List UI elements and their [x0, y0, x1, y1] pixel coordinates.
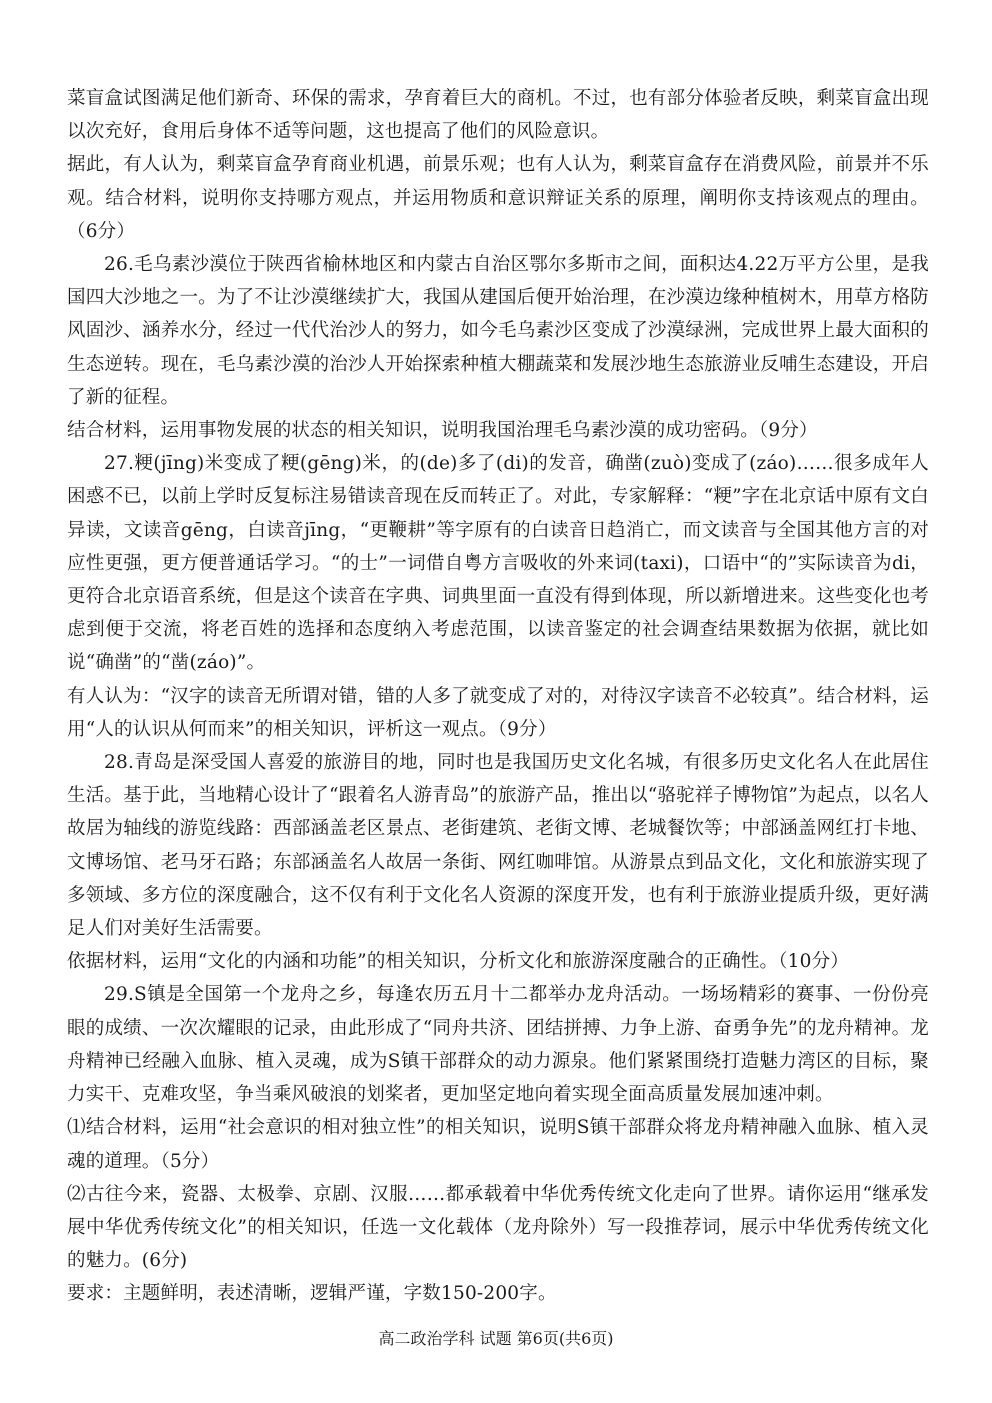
q25-material-tail: 菜盲盒试图满足他们新奇、环保的需求，孕育着巨大的商机。不过，也有部分体验者反映，剩菜盲盒出现以次充好，食用后身体不适等问题，这也提高了他们的风险意识。	[67, 88, 929, 143]
q25-question: 据此，有人认为，剩菜盲盒孕育商业机遇，前景乐观；也有人认为，剩菜盲盒存在消费风险，前景并不乐观。结合材料，说明你支持哪方观点，并运用物质和意识辩证关系的原理，阐明你支持该观点的理由。（6分）	[67, 154, 929, 242]
q28-question: 依据材料，运用“文化的内涵和功能”的相关知识，分析文化和旅游深度融合的正确性。（10分）	[67, 951, 850, 973]
q29-requirements: 要求：主题鲜明，表述清晰，逻辑严谨，字数150-200字。	[67, 1283, 557, 1305]
q27-material: 27.粳(jīng)米变成了粳(gēng)米，的(de)多了(di)的发音，确凿(zuò)变成了(záo)……很多成年人困惑不已，以前上学时反复标注易错读音现在反而转正了。对此，专家解释：“粳”字在北京话中原有文白异读，文读音gēng，白读音jīng，“更鞭耕”等字原有的白读音日趋消亡，而文读音与全国其他方言的对应性更强，更方便普通话学习。“的士”一词借自粤方言吸收的外来词(taxi)，口语中“的”实际读音为di，更符合北京语音系统，但是这个读音在字典、词典里面一直没有得到体现，所以新增进来。这些变化也考虑到便于交流，将老百姓的选择和态度纳入考虑范围，以读音鉴定的社会调查结果数据为依据，就比如说“确凿”的“凿(záo)”。	[67, 453, 929, 674]
q26-material: 26.毛乌素沙漠位于陕西省榆林地区和内蒙古自治区鄂尔多斯市之间，面积达4.22万平方公里，是我国四大沙地之一。为了不让沙漠继续扩大，我国从建国后便开始治理，在沙漠边缘种植树木，用草方格防风固沙、涵养水分，经过一代代治沙人的努力，如今毛乌素沙区变成了沙漠绿洲，完成世界上最大面积的生态逆转。现在，毛乌素沙漠的治沙人开始探索种植大棚蔬菜和发展沙地生态旅游业反哺生态建设，开启了新的征程。	[67, 254, 929, 408]
q28-material: 28.青岛是深受国人喜爱的旅游目的地，同时也是我国历史文化名城，有很多历史文化名人在此居住生活。基于此，当地精心设计了“跟着名人游青岛”的旅游产品，推出以“骆驼祥子博物馆”为起点，以名人故居为轴线的游览线路：西部涵盖老区景点、老街建筑、老街文博、老城餐饮等；中部涵盖网红打卡地、文博场馆、老马牙石路；东部涵盖名人故居一条街、网红咖啡馆。从游景点到品文化，文化和旅游实现了多领域、多方位的深度融合，这不仅有利于文化名人资源的深度开发，也有利于旅游业提质升级，更好满足人们对美好生活需要。	[67, 752, 929, 940]
q29-subquestion-2: ⑵古往今来，瓷器、太极拳、京剧、汉服……都承载着中华优秀传统文化走向了世界。请你运用“继承发展中华优秀传统文化”的相关知识，任选一文化载体（龙舟除外）写一段推荐词，展示中华优秀传统文化的魅力。(6分)	[67, 1183, 929, 1272]
q27-question: 有人认为：“汉字的读音无所谓对错，错的人多了就变成了对的，对待汉字读音不必较真”。结合材料，运用“人的认识从何而来”的相关知识，评析这一观点。（9分）	[67, 685, 929, 740]
q29-material: 29.S镇是全国第一个龙舟之乡，每逢农历五月十二都举办龙舟活动。一场场精彩的赛事、一份份亮眼的成绩、一次次耀眼的记录，由此形成了“同舟共济、团结拼搏、力争上游、奋勇争先”的龙舟精神。龙舟精神已经融入血脉、植入灵魂，成为S镇干部群众的动力源泉。他们紧紧围绕打造魅力湾区的目标，聚力实干、克难攻坚，争当乘风破浪的划桨者，更加坚定地向着实现全面高质量发展加速冲刺。	[67, 984, 929, 1106]
q29-subquestion-1: ⑴结合材料，运用“社会意识的相对独立性”的相关知识，说明S镇干部群众将龙舟精神融入血脉、植入灵魂的道理。（5分）	[67, 1117, 929, 1172]
exam-page-body	[67, 82, 929, 1311]
page-footer: 高二政治学科 试题 第6页(共6页)	[378, 1329, 614, 1348]
q26-question: 结合材料，运用事物发展的状态的相关知识，说明我国治理毛乌素沙漠的成功密码。（9分）	[67, 420, 818, 442]
